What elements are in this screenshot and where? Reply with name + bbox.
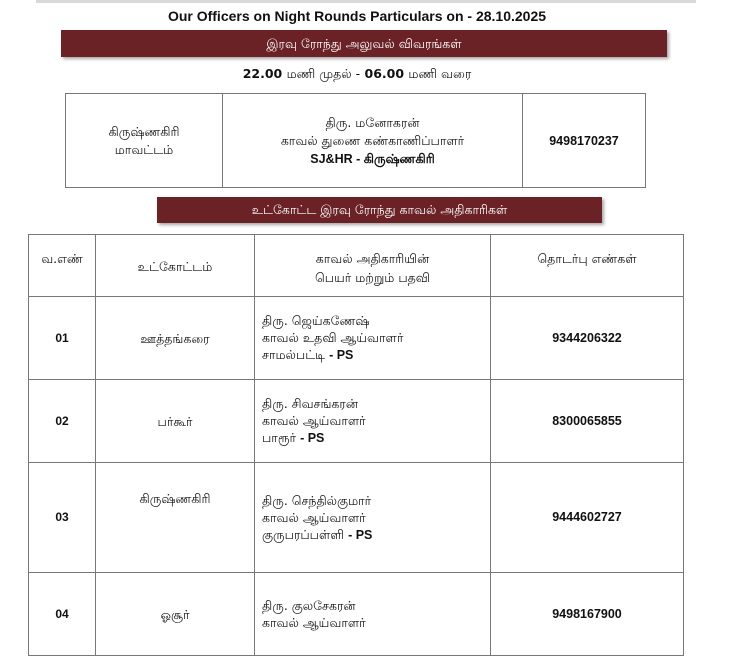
row-serial: 02 xyxy=(29,380,96,463)
table-row xyxy=(29,380,684,463)
row-officer-designation: காவல் ஆய்வாளர் xyxy=(262,615,366,630)
row-subdivision: பர்கூர் xyxy=(96,380,255,463)
subdivision-officer-table xyxy=(28,234,684,656)
header-contact: தொடர்பு எண்கள் xyxy=(491,235,684,297)
row-officer xyxy=(255,463,491,573)
row-serial: 03 xyxy=(29,463,96,573)
row-officer-designation: காவல் ஆய்வாளர் xyxy=(262,509,366,525)
top-divider xyxy=(36,0,696,3)
row-subdivision: ஓசூர் xyxy=(96,573,255,656)
row-contact: 9444602727 xyxy=(491,463,684,573)
header-subdivision: உட்கோட்டம் xyxy=(96,235,255,297)
row-officer-name: திரு. செந்தில்குமார் xyxy=(262,492,372,508)
time-range xyxy=(0,66,714,82)
row-contact: 9344206322 xyxy=(491,297,684,380)
row-station-name: பாரூர் xyxy=(262,430,297,445)
district-officer-table xyxy=(65,93,646,188)
row-officer-station xyxy=(262,429,490,447)
row-officer-name: திரு. ஜெய்கணேஷ் xyxy=(262,313,370,328)
table-row xyxy=(29,573,684,656)
row-officer-station xyxy=(262,526,490,544)
row-subdivision: ஊத்தங்கரை xyxy=(96,297,255,380)
start-label: மணி முதல் - xyxy=(286,66,361,81)
row-station-suffix: - PS xyxy=(300,431,325,445)
header-officer-line1: காவல் அதிகாரியின் xyxy=(315,251,430,266)
header-serial: வ.எண் xyxy=(29,235,96,297)
row-subdivision: கிருஷ்ணகிரி xyxy=(96,463,255,573)
district-name-line1: கிருஷ்ணகிரி xyxy=(108,123,180,139)
row-station-suffix: - PS xyxy=(329,348,354,362)
district-name-cell xyxy=(66,94,223,188)
row-station-name: சாமல்பட்டி xyxy=(262,347,326,362)
row-serial: 04 xyxy=(29,573,96,656)
row-officer xyxy=(255,297,491,380)
row-station-name: குருபரப்பள்ளி xyxy=(262,526,345,542)
row-officer-station xyxy=(262,346,490,364)
table-row xyxy=(29,297,684,380)
district-officer-unit: SJ&HR - கிருஷ்ணகிரி xyxy=(310,151,435,166)
row-officer-name: திரு. குலசேகரன் xyxy=(262,598,356,613)
district-officer-designation: காவல் துணை கண்காணிப்பாளர் xyxy=(280,132,465,148)
row-contact: 9498167900 xyxy=(491,573,684,656)
end-time: 06.00 xyxy=(364,66,405,81)
district-officer-cell xyxy=(223,94,523,188)
table-row xyxy=(66,94,646,188)
table-header-row xyxy=(29,235,684,297)
district-officer-name: திரு. மனோகரன் xyxy=(325,114,420,130)
row-officer xyxy=(255,380,491,463)
row-officer-designation: காவல் ஆய்வாளர் xyxy=(262,413,366,428)
header-officer xyxy=(255,235,491,297)
page-title: Our Officers on Night Rounds Particulars on - 28.10.2025 xyxy=(167,8,547,24)
subdivision-banner: உட்கோட்ட இரவு ரோந்து காவல் அதிகாரிகள் xyxy=(157,197,602,223)
row-officer-name: திரு. சிவசங்கரன் xyxy=(262,396,358,411)
row-serial: 01 xyxy=(29,297,96,380)
district-contact: 9498170237 xyxy=(523,94,646,188)
district-name-line2: மாவட்டம் xyxy=(114,141,174,157)
night-rounds-banner: இரவு ரோந்து அலுவல் விவரங்கள் xyxy=(61,30,667,57)
start-time: 22.00 xyxy=(242,66,283,81)
row-station-suffix: - PS xyxy=(348,527,373,542)
row-officer xyxy=(255,573,491,656)
table-row xyxy=(29,463,684,573)
row-contact: 8300065855 xyxy=(491,380,684,463)
row-officer-designation: காவல் உதவி ஆய்வாளர் xyxy=(262,330,404,345)
header-officer-line2: பெயர் மற்றும் பதவி xyxy=(315,270,430,285)
end-label: மணி வரை xyxy=(408,66,472,81)
